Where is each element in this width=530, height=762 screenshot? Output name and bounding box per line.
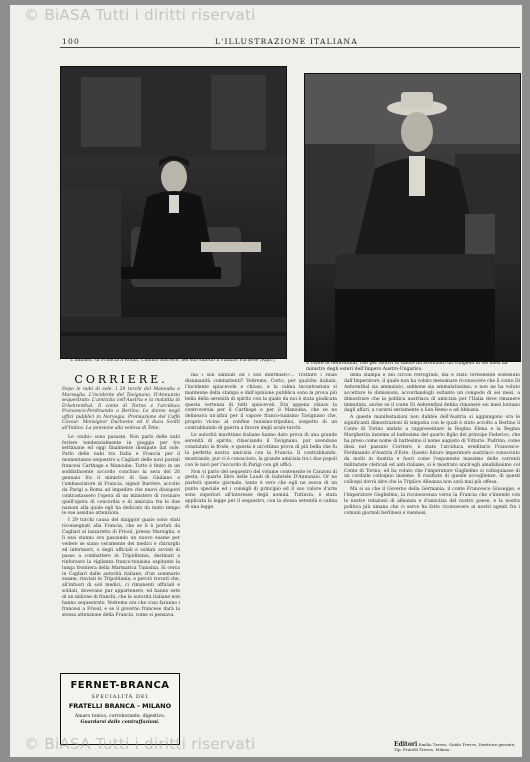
caption-left: L'ambasc. di Francia a Roma, Camillo Barrère, nel suo salotto a Palazzo Farnese (Ripr.). <box>70 358 276 363</box>
paragraph: A queste manifestazioni non dubbie dell'Austria si aggiungono ora le significanti dimostrazioni di simpatia con le quali è stato accolto a Berlino il Conte di Torino andato a rappresentare la Regina Elena e la Regina Margherita insieme al battesimo del quarto figlio del principe Federico, che ha preso come nome di battesimo il nome augusto di Vittorio. Padrino, come dissi nel passato Corriere, è stato l'arciduca ereditario Francesco-Ferdinando d'Austria d'Este. Questo futuro imperatore austriaco conosciuto da molti in Austria e fuori come l'esponente massimo delle correnti militariste clericali ed anti-italiane, si è mostrato anch'egli amabilissimo col Conte di Torino, ed ha voluto che l'imperatore Guglielmo si colloquiasse di un cordiale colloquio insieme. Il risultato di queste accoglienze, di questi colloqui dovrà dire che la Triplice Alleanza non sarà mai più offesa. <box>344 415 520 486</box>
photo-aehrenthal-image <box>305 74 520 361</box>
article-title: CORRIERE. <box>74 375 168 386</box>
ad-specialty: SPECIALITÀ DEI <box>91 694 149 700</box>
paragraph: Le autorità marittime italiane hanno dato prova di una grande serenità di spirito, rilasciando il Tavignano, pur avendone constatato la frode, e questa è un'ottima prova di più bella che fu la perfetta nostra amicizia con la Francia. Il contrabbando, mostrando, pur ci è conosciuto, la grande amicizia tra i due popoli con le navi per l'accordo di Parigi con gli uffici. <box>185 433 337 468</box>
page-number: 100 <box>62 37 80 46</box>
newspaper-page <box>10 5 522 757</box>
watermark-top: © BiASA Tutti i diritti riservati <box>24 6 256 24</box>
ad-warning: Guardarsi dalle contraffazioni. <box>80 720 160 725</box>
photo-barrere <box>60 66 287 359</box>
ad-maker: FRATELLI BRANCA - MILANO <box>68 702 172 710</box>
article-lead: Dopo le nubi di sole. I 29 turchi del Manouba e Marseglia. L'incidente del Tavignano. D'Annunzio sequestrato. L'amicizia coll'Austria e la malattia di D'Aehrenthal. Il conte di Torino e l'arciduca Francesco-Ferdinando a Berlino. Le donne negli uffici pubblici in Norvegia. Premiazione del Caffè Cavour. Monsignor Duchesne ed il duca Scotti all'Indice. La pensione alla vedova di Tebe. <box>62 386 180 432</box>
article-column-3 <box>344 373 520 739</box>
header-rule <box>60 47 520 48</box>
editori-label: Editori <box>394 741 418 748</box>
watermark-bottom: © BiASA Tutti i diritti riservati <box>24 735 256 753</box>
paragraph: Non vi parlo del sequestro del volume contenente le Canzoni di gesta, il quarto libro delle Laudi di Gabriele D'Annunzio. Or ne parlerà questo giornale, tanto è vero che egli ne aveva di un punto speciale ed i consigli di principio ed il suo valore d'arte sono superiori all'interesse degli uomini. Tuttavia, è stata applicata la legge per il sequestro, con la stessa serenità e calma di una legge. <box>185 469 337 510</box>
ad-brand: FERNET-BRANCA <box>70 680 170 691</box>
paragraph: ma i soli sanitari ed i soli infermieri?... Trattare i reale disumanità combattenti? Vedremo. Certo, per qualche italiani, l'incidente spiacevole e chiuso, e la calma incontrastata si mantenne della stampa e dall'opinione pubblica sono la prova più bella della serenità di spirito con la quale da noi è stata giudicata questa vertenza di tutti spiacevoli. Era appena chiuso la controversia per il Carthage e per il Manouba, che se ne delineava un'altra per il vapore franco-tunisino Tavignano che, proprio vicino al confine tunisino-tripolino, sospetto di un contrabbando di guerra a favore degli arabi-turchi. <box>185 373 337 432</box>
paragraph: Ma si sa che il Governo della Germania, il conte Francesco Giuseppe, e l'imperatore Guglielmo, la riconoscenza verso la Francia che s'intende con le nostre relazioni di alleanza e d'amicizia del nostro paese, e la nostra politica più umana che ci serve ha fatto riconoscere ai nostri agenti fra i comuni giornali berlinesi e viennesi. <box>344 487 520 516</box>
photo-barrere-image <box>61 67 286 358</box>
caption-right: Il conte di Aehrenthal, che per motivi di salute ha attenuato un congedo di sei mesi da ministro degli esteri dell'Impero Austro-Ungarico. <box>306 361 508 372</box>
journal-title: L'ILLUSTRAZIONE ITALIANA <box>215 37 358 46</box>
editori-text: Emilio Treves, Guido Treves, Direttore gerente; Tip. Fratelli Treves, Milano. <box>394 742 516 752</box>
article-column-2 <box>185 373 337 749</box>
paragraph: I 29 turchi causa del maggior guaio sono stati riconsegnati alla Francia, che se li è portati da Cagliari al lazzaretto di Frioul, presso Marsiglia, e lì essi stanno ora passando un nuovo esame per vedere se siano veramente dei medici e chirurghi ed infermieri, o degli ufficiali e soldati avviati di passo a combattere in Tripolitania, destinati a rinforzare la vigilanza franco-tunisina ospitante la lunga frontiera della Marmarica Tunisina. Si cerca in Cagliari dalle autorità italiane, d'un sommario esame, rinviati in Tripolitania, e perciò trovati che, all'infuori di soli medici, ci rimanenti ufficiali e soldati, dovevano pur appartenere, ed hanno sete di un milione di franchi, che le autorità italiane non hanno sequestrato. Vedremo ora che cosa faranno i francesi a Frioul, e se il governo francese darà la stessa attenzione della Francia, come si pensava. <box>62 518 180 618</box>
ad-tagline: Amaro tonico, corroborante, digestivo. <box>74 714 166 719</box>
photo-aehrenthal <box>304 73 521 362</box>
editori-line <box>394 742 520 752</box>
paragraph: Le «nubi» sono passate. Non parlo delle nubi foriere tendenzialmente in pioggia per tre settimane ed oggi finalmente dissipate dal sole. Parlo delle nubi tra Italia e Francia per il momentaneo sequestro a Cagliari delle navi postali francesi Carthage e Manouba. Tutto è finito in un soddisfacente accordo concluso la sera del 26 gennaio fra il ministro di San Giuliano e l'ambasciatore di Francia, signor Barrère, accolto da Parigi a Roma ad impedire che nuovi dissapori contrastassero l'opera di un ministero di rovinare quell'opera di concordia e di amicizia fra le due nazioni alla quale egli ha dedicato da tanto tempo le sue assidue attenzioni. <box>62 434 180 517</box>
paragraph: della stampa e dei circoli retrogradi, ma è stato fortemente sostenuto dall'Imperatore, il quale non ha voluto menomare riconoscere che il conte Di Aehrenthal sia ammalato, sebbene sia ammalatissimo, e non ne ha voluto accettare le dimissioni, accordandogli soltanto un congedo di sei mesi, a dimostrare che la politica austriaca di amicizia per l'Italia deve rimanere immutata, anche se il conte Di Aehrenthal debba rimanere sei mesi lontano dagli affari, a curarsi seriamente a San Remo e ad Abbazia. <box>344 373 520 414</box>
article-column-1 <box>62 375 180 669</box>
